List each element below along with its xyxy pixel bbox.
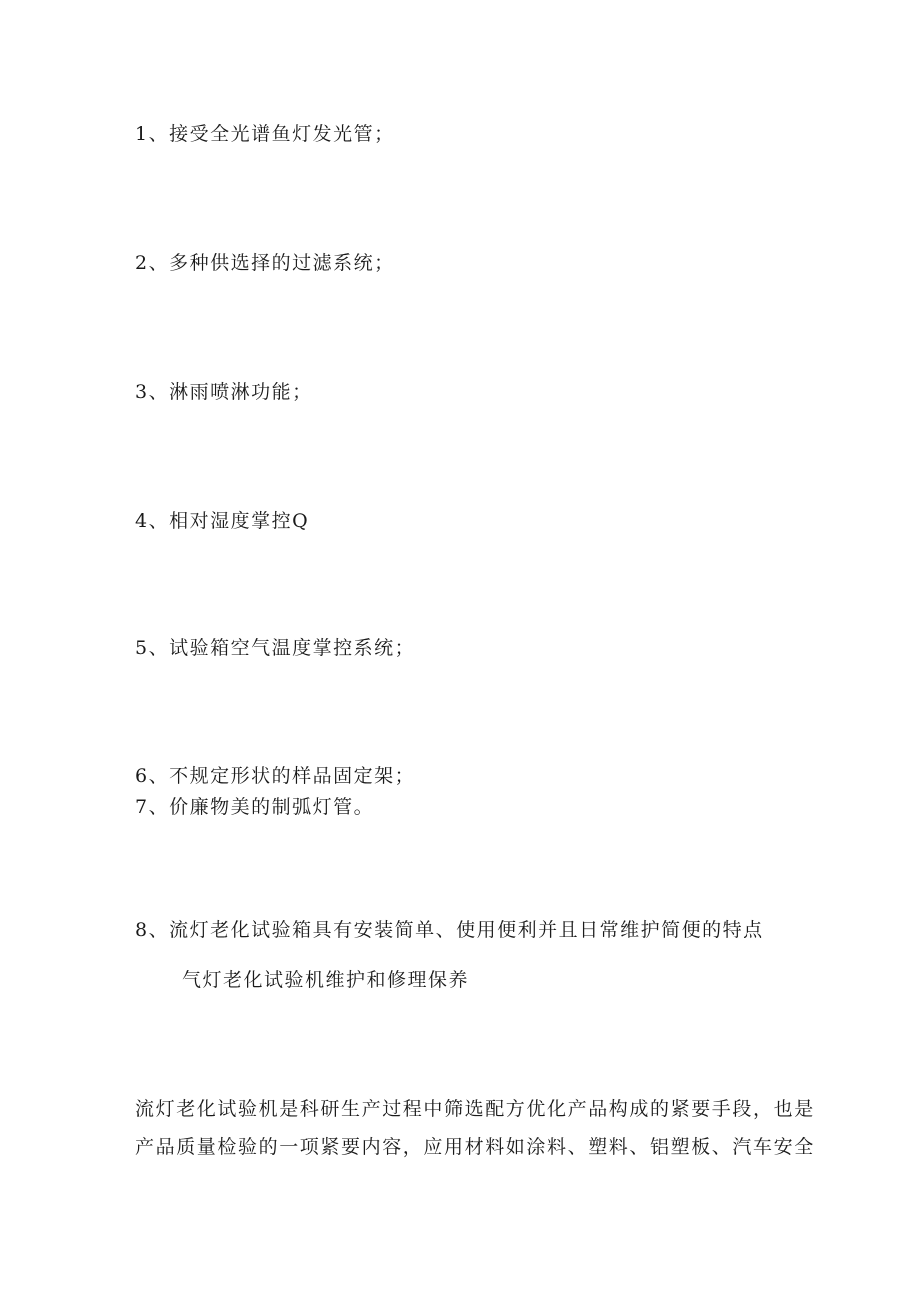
list-item-2: 2、多种供选择的过滤系统； bbox=[135, 252, 395, 274]
list-item-4: 4、相对湿度掌控Q bbox=[135, 510, 310, 532]
list-item-3: 3、淋雨喷淋功能； bbox=[135, 381, 313, 403]
paragraph-line-1: 流灯老化试验机是科研生产过程中筛选配方优化产品构成的紧要手段，也是 bbox=[135, 1098, 815, 1120]
list-item-6: 6、不规定形状的样品固定架； bbox=[135, 765, 416, 787]
list-item-5: 5、试验箱空气温度掌控系统； bbox=[135, 637, 416, 659]
list-item-7: 7、价廉物美的制弧灯管。 bbox=[135, 796, 375, 818]
list-item-1: 1、接受全光谱鱼灯发光管； bbox=[135, 123, 395, 145]
body-paragraph bbox=[135, 1090, 815, 1166]
section-heading: 气灯老化试验机维护和修理保养 bbox=[182, 969, 470, 991]
paragraph-line-2: 产品质量检验的一项紧要内容，应用材料如涂料、塑料、铝塑板、汽车安全 bbox=[135, 1136, 815, 1158]
list-item-8: 8、流灯老化试验箱具有安装简单、使用便利并且日常维护简便的特点 bbox=[135, 919, 764, 941]
